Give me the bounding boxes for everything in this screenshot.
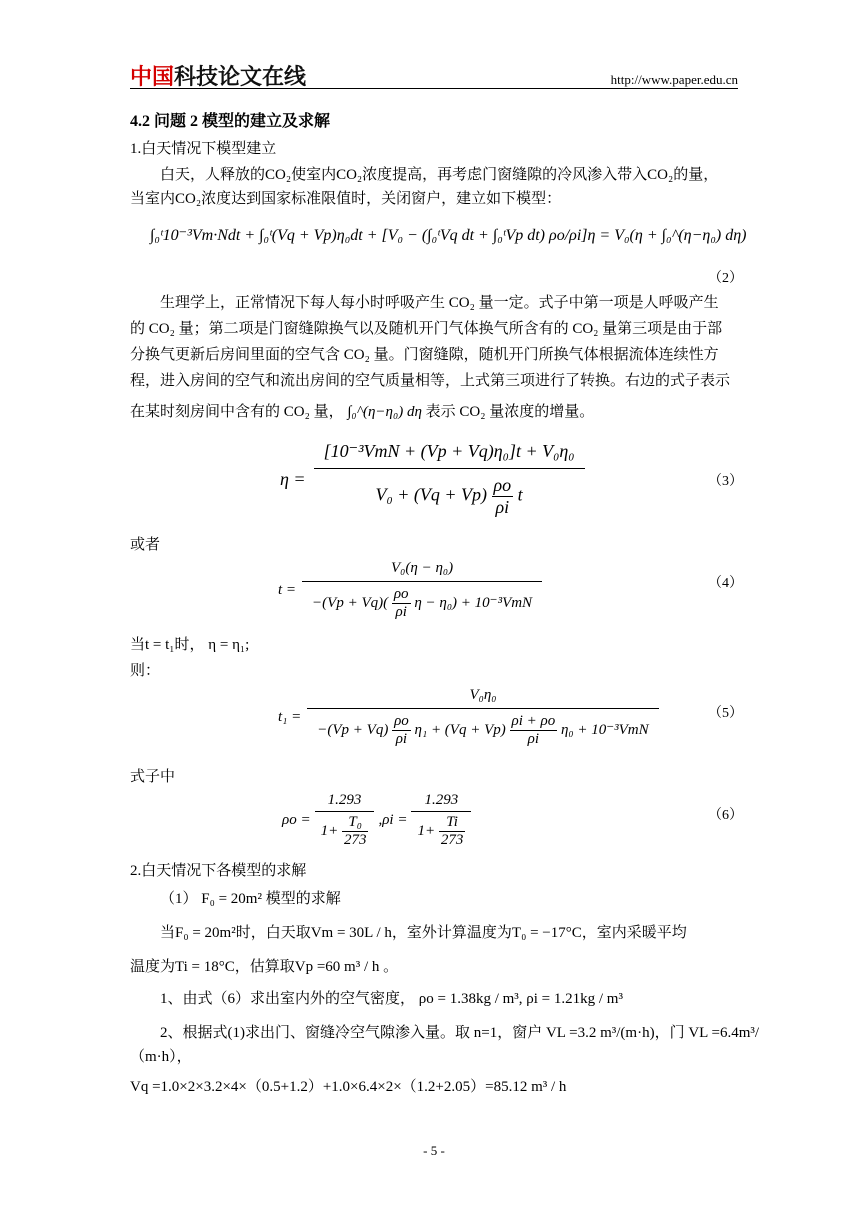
equation-2: ∫₀ᵗ10⁻³Vm·Ndt + ∫₀ᵗ(Vq + Vp)η₀dt + [V₀ − (∫₀ᵗVq dt + ∫₀ᵗVp dt) ρo/ρi]η = V₀(η + ∫₀^(η−η₀) dη) — [150, 227, 747, 244]
eq3-den-b: t — [517, 484, 523, 505]
header-url[interactable]: http://www.paper.edu.cn — [610, 72, 738, 87]
eq6-b-den-frac — [439, 814, 466, 849]
equation-6-number: （6） — [708, 808, 743, 823]
eq5-den-c: η₀ + 10⁻³VmN — [560, 721, 649, 738]
equation-5 — [278, 683, 659, 752]
page-number: - 5 - — [423, 1143, 445, 1158]
eq5-fraction — [307, 683, 658, 752]
eq5-numerator: V₀η₀ — [307, 683, 658, 709]
subheading-1: 1.白天情况下模型建立 — [130, 141, 277, 157]
equation-4-number: （4） — [708, 576, 743, 591]
eq4-den-a: −(Vp + Vq)( — [312, 594, 389, 611]
eq5-f2-num: ρi + ρo — [511, 713, 556, 729]
equation-2-number: （2） — [708, 271, 743, 286]
eq4-den-b: η − η₀) + 10⁻³VmN — [414, 594, 533, 611]
para2-line1: 生理学上，正常情况下每人每小时呼吸产生 CO₂ 量一定。式子中第一项是人呼吸产生 — [160, 295, 719, 311]
eq6-a-den-pre: 1+ — [320, 822, 339, 839]
step-1: 1、由式（6）求出室内外的空气密度， ρo = 1.38kg / m³, ρi = 1.21kg / m³ — [160, 991, 623, 1007]
eq6-b-den-fden: 273 — [440, 832, 464, 848]
eq6-a-num: 1.293 — [315, 790, 375, 812]
where-label: 式子中 — [130, 769, 176, 785]
eq6-a-den — [315, 812, 375, 851]
equation-3 — [280, 435, 585, 524]
subheading-2-1: （1） F₀ = 20m² 模型的求解 — [160, 891, 341, 907]
eq5-lhs: t₁ = — [278, 709, 302, 725]
eq6-b-den — [411, 812, 471, 851]
eq6-b-den-fnum: Ti — [439, 814, 466, 832]
eq3-fraction — [314, 435, 585, 524]
para2-line2: 的 CO₂ 量；第二项是门窗缝隙换气以及随机开门气体换气所含有的 CO₂ 量第三项是由于部 — [130, 321, 723, 337]
eq6-fraction-a — [315, 790, 375, 851]
logo-text-black: 科技论文在线 — [174, 65, 307, 90]
equation-5-number: （5） — [708, 706, 743, 721]
eq3-rho-fraction — [492, 475, 514, 518]
para3-line2: 温度为Ti = 18°C，估算取Vp =60 m³ / h 。 — [130, 959, 399, 975]
para2-line3: 分换气更新后房间里面的空气含 CO₂ 量。门窗缝隙，随机开门所换气体根据流体连续性方 — [130, 347, 719, 363]
eq5-f1-den: ρi — [395, 731, 408, 747]
logo-text-red: 中国 — [130, 65, 175, 90]
eq5-den-a: −(Vp + Vq) — [317, 721, 389, 738]
eq4-rho-den: ρi — [395, 604, 407, 620]
para2-line5-a: 在某时刻房间中含有的 CO₂ 量， — [130, 404, 344, 420]
eq4-lhs: t = — [278, 582, 297, 598]
equation-4 — [278, 556, 542, 625]
eq6-a-den-frac — [342, 814, 369, 849]
eq3-rho-num: ρo — [493, 475, 512, 495]
eq3-rho-den: ρi — [495, 497, 510, 517]
eq6-b-num: 1.293 — [411, 790, 471, 812]
eq6-rho-i: ,ρi = — [378, 812, 408, 828]
eq4-denominator — [302, 582, 542, 625]
eq5-den-b: η₁ + (Vq + Vp) — [414, 721, 506, 738]
eq3-numerator: [10⁻³VmN + (Vp + Vq)η₀]t + V₀η₀ — [314, 435, 585, 469]
eq6-a-den-fnum: T₀ — [342, 814, 369, 832]
eq5-denominator — [307, 709, 658, 752]
eq3-den-a: V₀ + (Vq + Vp) — [375, 484, 487, 505]
equation-6 — [282, 790, 471, 851]
section-title: 4.2 问题 2 模型的建立及求解 — [130, 113, 331, 130]
step-2-line1: 2、根据式(1)求出门、窗缝冷空气隙渗入量。取 n=1，窗户 VL =3.2 m³/(m·h)，门 VL =6.4m³/ — [160, 1025, 760, 1041]
eq5-f1-num: ρo — [394, 713, 409, 729]
eq6-fraction-b — [411, 790, 471, 851]
para1-line2: 当室内CO₂浓度达到国家标准限值时，关闭窗户，建立如下模型： — [130, 191, 562, 207]
eq3-denominator — [314, 469, 585, 524]
step-2-line3: Vq =1.0×2×3.2×4×（0.5+1.2）+1.0×6.4×2×（1.2+2.05）=85.12 m³ / h — [130, 1079, 567, 1095]
eq6-a-den-fden: 273 — [343, 832, 367, 848]
eq5-f2-den: ρi — [527, 731, 540, 747]
para2-line5-b: 表示 CO₂ 量浓度的增量。 — [425, 404, 595, 420]
header-rule — [130, 88, 738, 89]
eq5-f1 — [392, 713, 411, 748]
subheading-2: 2.白天情况下各模型的求解 — [130, 863, 307, 879]
then-label: 则： — [130, 663, 161, 679]
eq4-rho-num: ρo — [393, 586, 409, 602]
or-label: 或者 — [130, 537, 161, 553]
journal-logo — [130, 60, 306, 91]
para2-line5 — [130, 401, 594, 423]
equation-3-number: （3） — [708, 474, 743, 489]
condition-line: 当t = t₁时， η = η₁; — [130, 637, 250, 653]
eq4-numerator: V₀(η − η₀) — [302, 556, 542, 582]
para2-line4: 程，进入房间的空气和流出房间的空气质量相等，上式第三项进行了转换。右边的式子表示 — [130, 373, 731, 389]
eq4-rho-fraction — [392, 586, 411, 621]
eq6-rho-o: ρo = — [282, 812, 311, 828]
eq4-fraction — [302, 556, 542, 625]
eq5-f2 — [510, 713, 558, 748]
eq3-lhs: η = — [280, 469, 306, 489]
para2-line5-integral: ∫₀^(η−η₀) dη — [347, 404, 422, 420]
para3-line1: 当F₀ = 20m²时，白天取Vm = 30L / h，室外计算温度为T₀ = −17°C，室内采暖平均 — [160, 925, 687, 941]
para1-line1: 白天，人释放的CO₂使室内CO₂浓度提高，再考虑门窗缝隙的冷风渗入带入CO₂的量， — [160, 167, 719, 183]
eq6-b-den-pre: 1+ — [417, 822, 436, 839]
step-2-line2: （m·h）， — [130, 1049, 192, 1065]
